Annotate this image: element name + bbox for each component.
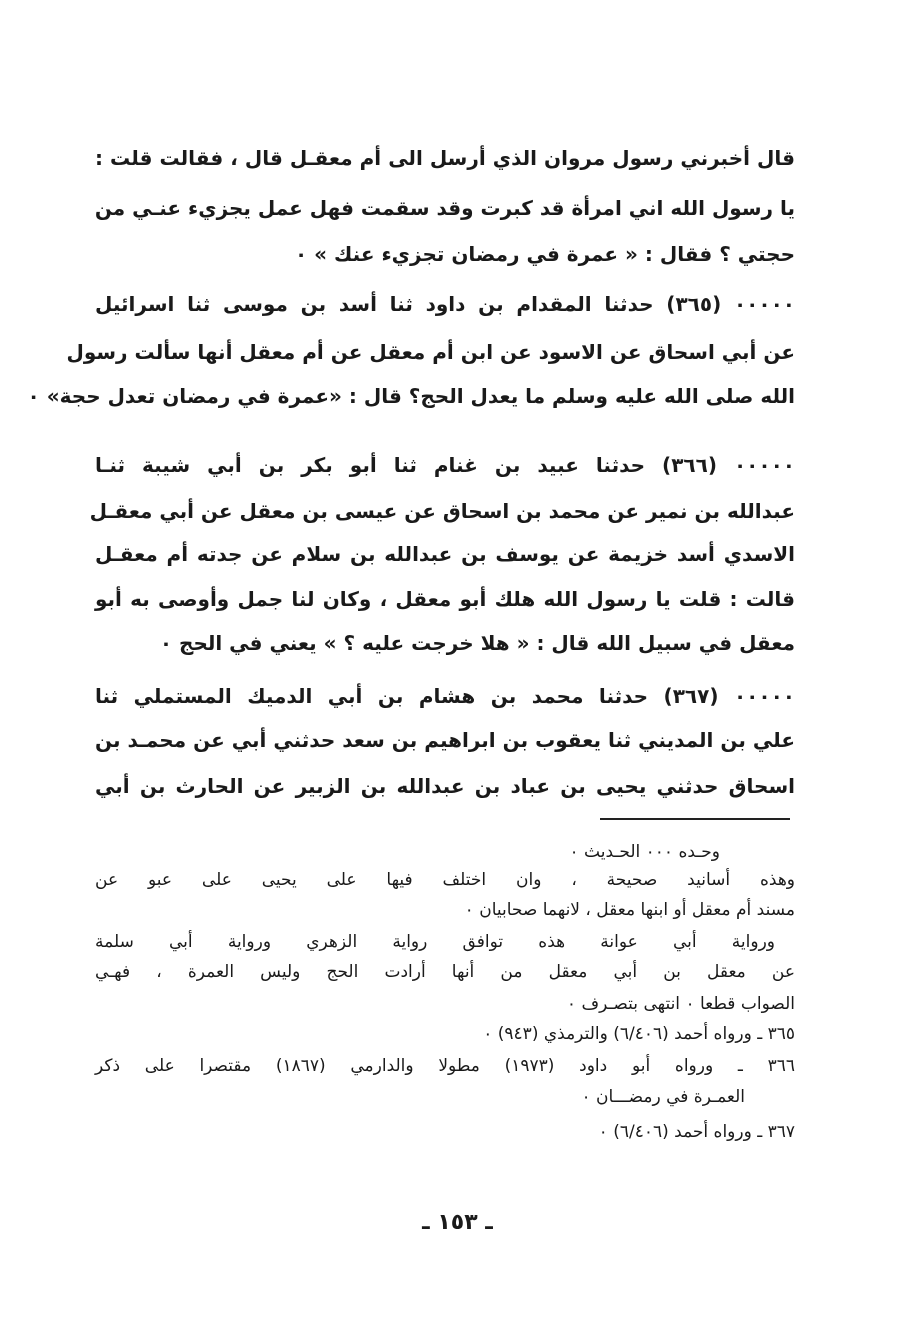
footnote-line-6: الصواب قطعا ٠ انتهى بتصـرف ٠: [566, 994, 795, 1014]
hadith-365-line-1: ٠٠٠٠٠ (٣٦٥) حدثنا المقدام بن داود ثنا أسد بن موسى ثنا اسرائيل: [95, 292, 795, 316]
footnote-separator: [600, 818, 790, 820]
hadith-366-line-5: معقل في سبيل الله قال : « هلا خرجت عليه ؟ » يعني في الحج ٠: [159, 631, 795, 655]
footnote-line-9: العمـرة في رمضـــان ٠: [581, 1087, 745, 1107]
page-number: ـ ١٥٣ ـ: [422, 1210, 493, 1235]
hadith-366-line-4: قالت : قلت يا رسول الله هلك أبو معقل ، وكان لنا جمل وأوصى به أبو: [95, 587, 795, 611]
footnote-line-7: ٣٦٥ ـ ورواه أحمد (٦/٤٠٦) والترمذي (٩٤٣) ٠: [483, 1024, 795, 1044]
main-line-1: قال أخبرني رسول مروان الذي أرسل الى أم معقـل قال ، فقالت قلت :: [95, 146, 795, 170]
hadith-365-line-2: عن أبي اسحاق عن الاسود عن ابن أم معقل عن أم معقل أنها سألت رسول: [66, 340, 795, 364]
main-line-3: حجتي ؟ فقال : « عمرة في رمضان تجزيء عنك » ٠: [294, 242, 795, 266]
footnote-line-2: وهذه أسانيد صحيحة ، وان اختلف فيها على يحيى على عبو عن: [95, 870, 795, 890]
hadith-366-line-2: عبدالله بن نمير عن محمد بن اسحاق عن عيسى بن معقل عن أبي معقـل: [89, 499, 795, 523]
hadith-365-line-3: الله صلى الله عليه وسلم ما يعدل الحج؟ قال : «عمرة في رمضان تعدل حجة» ٠: [27, 384, 795, 408]
footnote-line-1: وحـده ٠٠٠ الحـديث ٠: [569, 842, 720, 862]
footnote-line-5: عن معقل بن أبي معقل من أنها أرادت الحج وليس العمرة ، فهـي: [95, 962, 795, 982]
footnote-line-4: ورواية أبي عوانة هذه توافق رواية الزهري ورواية أبي سلمة: [95, 932, 775, 952]
hadith-367-line-2: علي بن المديني ثنا يعقوب بن ابراهيم بن سعد حدثني أبي عن محمـد بن: [95, 728, 795, 752]
footnote-line-8: ٣٦٦ ـ ورواه أبو داود (١٩٧٣) مطولا والدارمي (١٨٦٧) مقتصرا على ذكر: [95, 1056, 796, 1076]
main-line-2: يا رسول الله اني امرأة قد كبرت وقد سقمت فهل عمل يجزيء عنـي من: [94, 196, 795, 220]
hadith-367-line-1: ٠٠٠٠٠ (٣٦٧) حدثنا محمد بن هشام بن أبي الدميك المستملي ثنا: [95, 684, 795, 708]
hadith-366-line-1: ٠٠٠٠٠ (٣٦٦) حدثنا عبيد بن غنام ثنا أبو بكر بن أبي شيبة ثنـا: [95, 453, 795, 477]
hadith-366-line-3: الاسدي أسد خزيمة عن يوسف بن عبدالله بن سلام عن جدته أم معقـل: [95, 542, 795, 566]
footnote-line-10: ٣٦٧ ـ ورواه أحمد (٦/٤٠٦) ٠: [598, 1122, 795, 1142]
footnote-line-3: مسند أم معقل أو ابنها معقل ، لانهما صحابيان ٠: [464, 900, 795, 920]
hadith-367-line-3: اسحاق حدثني يحيى بن عباد بن عبدالله بن الزبير عن الحارث بن أبي: [95, 774, 795, 798]
